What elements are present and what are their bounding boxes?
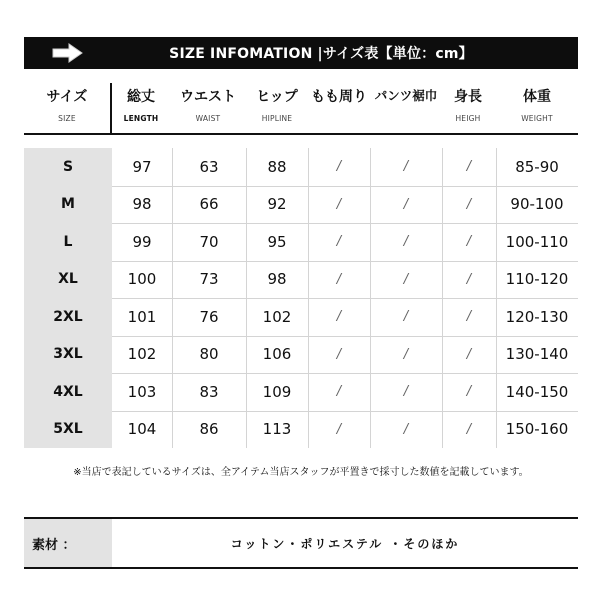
table-row	[24, 411, 578, 449]
table-row	[24, 261, 578, 299]
cell-thigh: /	[336, 309, 342, 325]
table-row	[24, 298, 578, 336]
cell-weight: 150-160	[505, 420, 569, 439]
cell-length: 101	[127, 307, 157, 326]
cell-size: 5XL	[53, 421, 83, 438]
cell-thigh: /	[336, 384, 342, 400]
header-hip-en: HIPLINE	[261, 114, 293, 123]
cell-size: M	[61, 196, 75, 213]
header-length-en: LENGTH	[123, 114, 159, 123]
cell-size: 3XL	[53, 346, 83, 363]
cell-size: 2XL	[53, 308, 83, 325]
table-header	[24, 83, 578, 135]
cell-hip: 92	[267, 195, 287, 214]
header-length	[112, 83, 170, 133]
row-divider	[112, 298, 578, 299]
column-divider	[308, 148, 309, 448]
header-hem-jp: パンツ裾巾	[374, 88, 438, 103]
cell-hip: 113	[262, 420, 292, 439]
cell-hem: /	[403, 159, 409, 175]
cell-length: 99	[132, 232, 152, 251]
cell-size: 4XL	[53, 383, 83, 400]
cell-waist: 86	[199, 420, 219, 439]
measurement-note: ※当店で表記しているサイズは、全アイテム当店スタッフが平置きで採寸した数値を記載しています。	[73, 467, 529, 478]
size-info-title-bar	[24, 37, 578, 69]
size-table	[24, 148, 578, 448]
header-weight	[496, 83, 578, 133]
cell-thigh: /	[336, 159, 342, 175]
cell-thigh: /	[336, 421, 342, 437]
cell-length: 97	[132, 157, 152, 176]
cell-length: 98	[132, 195, 152, 214]
header-waist	[172, 83, 244, 133]
row-divider	[112, 261, 578, 262]
cell-waist: 80	[199, 345, 219, 364]
row-divider	[112, 411, 578, 412]
header-thigh-jp: もも周り	[311, 89, 367, 105]
header-length-jp: 総丈	[127, 89, 155, 105]
header-size	[24, 83, 110, 133]
cell-hip: 102	[262, 307, 292, 326]
cell-waist: 83	[199, 382, 219, 401]
cell-hem: /	[403, 234, 409, 250]
header-height-jp: 身長	[454, 89, 482, 105]
cell-hem: /	[403, 346, 409, 362]
cell-length: 103	[127, 382, 157, 401]
header-height	[442, 83, 494, 133]
row-divider	[112, 336, 578, 337]
cell-hem: /	[403, 196, 409, 212]
table-row	[24, 148, 578, 186]
column-divider	[496, 148, 497, 448]
cell-waist: 76	[199, 307, 219, 326]
cell-hip: 98	[267, 270, 287, 289]
column-divider	[246, 148, 247, 448]
cell-hem: /	[403, 309, 409, 325]
cell-hem: /	[403, 421, 409, 437]
cell-waist: 63	[199, 157, 219, 176]
row-divider	[112, 186, 578, 187]
header-size-jp: サイズ	[46, 89, 88, 105]
cell-height: /	[466, 384, 472, 400]
table-row	[24, 186, 578, 224]
cell-weight: 100-110	[505, 232, 569, 251]
cell-hip: 95	[267, 232, 287, 251]
column-divider	[442, 148, 443, 448]
cell-weight: 90-100	[510, 195, 564, 214]
header-hem	[370, 83, 442, 133]
cell-waist: 73	[199, 270, 219, 289]
column-divider	[172, 148, 173, 448]
header-hip	[246, 83, 308, 133]
cell-hem: /	[403, 384, 409, 400]
header-size-en: SIZE	[58, 114, 76, 123]
header-waist-jp: ウエスト	[180, 89, 236, 105]
header-thigh	[308, 83, 370, 133]
row-divider	[112, 223, 578, 224]
cell-hem: /	[403, 271, 409, 287]
header-weight-jp: 体重	[523, 89, 551, 105]
cell-size: XL	[58, 271, 78, 288]
cell-size: S	[62, 158, 74, 175]
table-row	[24, 223, 578, 261]
size-info-title: SIZE INFOMATION |サイズ表【単位：cm】	[169, 46, 473, 62]
cell-hip: 106	[262, 345, 292, 364]
cell-thigh: /	[336, 271, 342, 287]
cell-weight: 120-130	[505, 307, 569, 326]
cell-size: L	[63, 233, 73, 250]
material-row	[24, 517, 578, 569]
cell-thigh: /	[336, 234, 342, 250]
cell-height: /	[466, 421, 472, 437]
cell-thigh: /	[336, 346, 342, 362]
cell-height: /	[466, 234, 472, 250]
header-waist-en: WAIST	[195, 114, 221, 123]
row-divider	[112, 373, 578, 374]
material-value: コットン・ポリエステル ・そのほか	[230, 536, 460, 551]
cell-length: 104	[127, 420, 157, 439]
cell-weight: 85-90	[515, 157, 559, 176]
cell-weight: 110-120	[505, 270, 569, 289]
cell-thigh: /	[336, 196, 342, 212]
cell-length: 102	[127, 345, 157, 364]
cell-height: /	[466, 271, 472, 287]
cell-weight: 140-150	[505, 382, 569, 401]
cell-hip: 109	[262, 382, 292, 401]
header-hip-jp: ヒップ	[256, 89, 298, 105]
cell-length: 100	[127, 270, 157, 289]
table-row	[24, 373, 578, 411]
cell-weight: 130-140	[505, 345, 569, 364]
header-height-en: HEIGH	[455, 114, 481, 123]
cell-hip: 88	[267, 157, 287, 176]
table-row	[24, 336, 578, 374]
header-weight-en: WEIGHT	[521, 114, 553, 123]
cell-waist: 70	[199, 232, 219, 251]
cell-height: /	[466, 346, 472, 362]
column-divider	[370, 148, 371, 448]
material-label: 素材 ：	[24, 519, 112, 567]
cell-height: /	[466, 196, 472, 212]
cell-waist: 66	[199, 195, 219, 214]
cell-height: /	[466, 309, 472, 325]
cell-height: /	[466, 159, 472, 175]
